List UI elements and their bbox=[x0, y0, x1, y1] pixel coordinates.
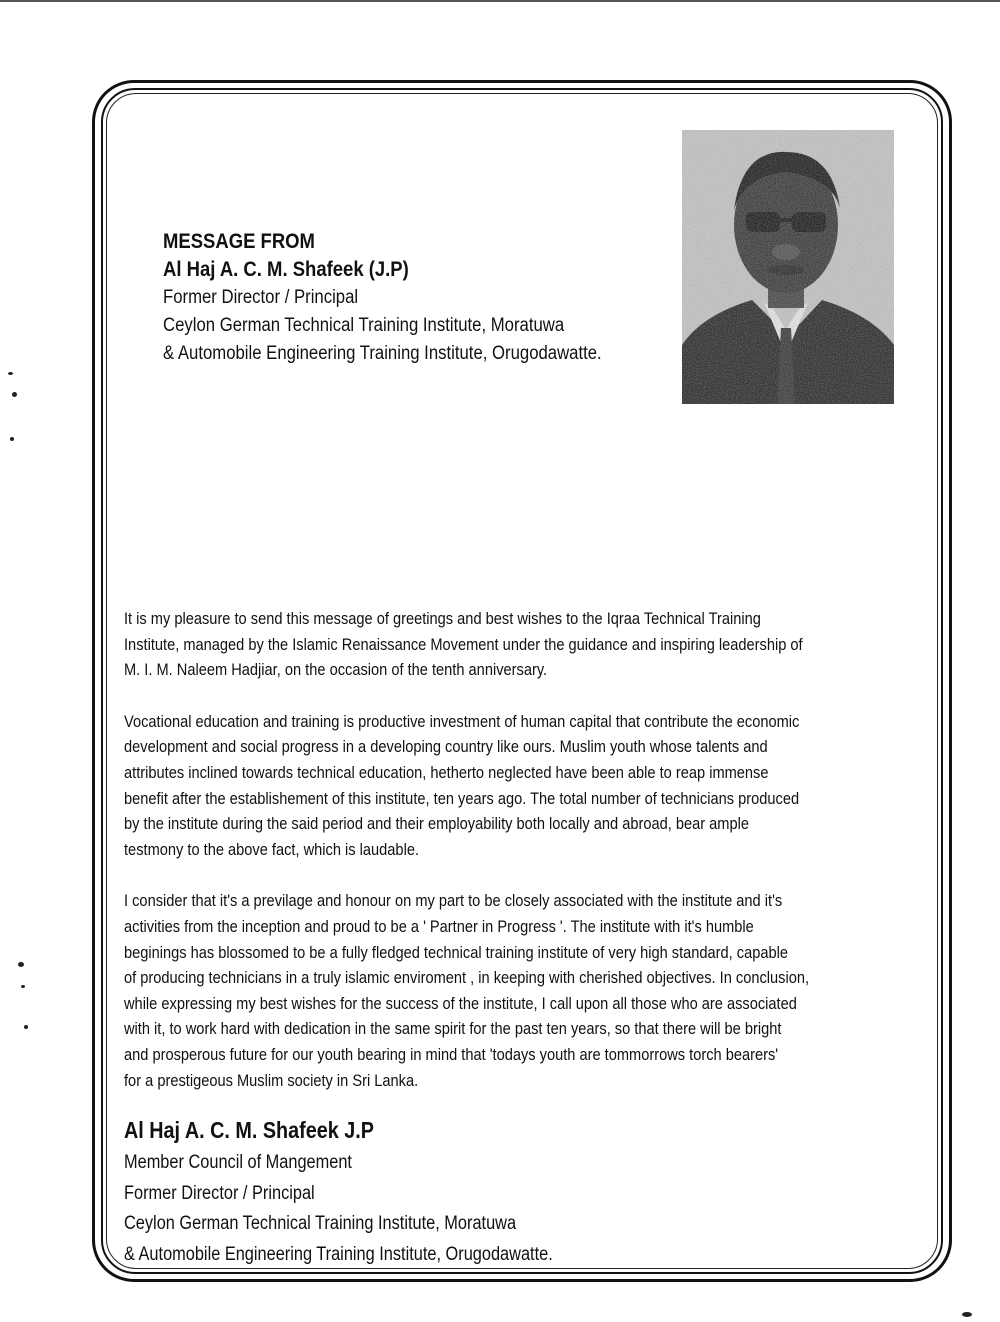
paragraph-3 bbox=[124, 888, 936, 1093]
author-title: Former Director / Principal bbox=[163, 287, 359, 308]
top-page-edge bbox=[0, 0, 1000, 2]
scan-speck bbox=[962, 1312, 972, 1317]
body-line: benefit after the establishement of this institute, ten years ago. The total number of technicians produced bbox=[124, 788, 800, 808]
body-line: for a prestigeous Muslim society in Sri Lanka. bbox=[124, 1070, 419, 1090]
body-line: It is my pleasure to send this message of greetings and best wishes to the Iqraa Technical Training bbox=[124, 609, 761, 628]
body-line: Institute, managed by the Islamic Renaissance Movement under the guidance and inspiring leadership of bbox=[124, 634, 803, 654]
body-line: attributes inclined towards technical education, hetherto neglected have been able to reap immense bbox=[124, 762, 769, 782]
body-line: I consider that it's a previlage and honour on my part to be closely associated with the institute and it's bbox=[124, 891, 783, 911]
body-line: with it, to work hard with dedication in the same spirit for the past ten years, so that there will be bright bbox=[124, 1019, 782, 1039]
body-line: testmony to the above fact, which is laudable. bbox=[124, 839, 420, 859]
body-line: Vocational education and training is productive investment of human capital that contribute the economic bbox=[124, 711, 800, 731]
scan-speck bbox=[8, 372, 13, 375]
body-line: development and social progress in a developing country like ours. Muslim youth whose talents and bbox=[124, 737, 768, 757]
signature-institute-2: & Automobile Engineering Training Institute, Orugodawatte. bbox=[124, 1243, 553, 1265]
scan-speck bbox=[24, 1025, 28, 1029]
paragraph-2 bbox=[124, 709, 936, 863]
message-header bbox=[163, 228, 683, 368]
signature-name: Al Haj A. C. M. Shafeek J.P bbox=[124, 1117, 374, 1143]
scan-speck bbox=[21, 985, 25, 988]
signature-title: Former Director / Principal bbox=[124, 1182, 315, 1204]
paragraph-1 bbox=[124, 606, 936, 683]
portrait-photo-icon bbox=[682, 130, 894, 404]
signature-block bbox=[124, 1112, 724, 1270]
body-line: beginings has blossomed to be a fully fledged technical training institute of very high standard, capable bbox=[124, 942, 789, 962]
author-name-heading: Al Haj A. C. M. Shafeek (J.P) bbox=[163, 258, 409, 281]
body-line: activities from the inception and proud to be a ' Partner in Progress '. The institute with it's humble bbox=[124, 916, 754, 936]
scan-speck bbox=[10, 437, 14, 441]
message-heading: MESSAGE FROM bbox=[163, 230, 315, 253]
body-line: M. I. M. Naleem Hadjiar, on the occasion of the tenth anniversary. bbox=[124, 660, 548, 680]
body-line: of producing technicians in a truly islamic enviroment , in keeping with cherished objectives. In conclusion, bbox=[124, 968, 810, 988]
body-line: while expressing my best wishes for the success of the institute, I call upon all those who are associated bbox=[124, 993, 797, 1013]
signature-role: Member Council of Mangement bbox=[124, 1152, 352, 1173]
message-body bbox=[124, 606, 936, 1119]
body-line: and prosperous future for our youth bearing in mind that 'todays youth are tommorrows torch bearers' bbox=[124, 1044, 779, 1064]
scan-speck bbox=[18, 962, 24, 967]
scan-speck bbox=[12, 392, 17, 397]
signature-institute-1: Ceylon German Technical Training Institute, Moratuwa bbox=[124, 1213, 517, 1234]
author-institute-1: Ceylon German Technical Training Institute, Moratuwa bbox=[163, 315, 565, 336]
body-line: by the institute during the said period and their employability both locally and abroad, bear ample bbox=[124, 814, 749, 834]
author-institute-2: & Automobile Engineering Training Institute, Orugodawatte. bbox=[163, 343, 602, 364]
